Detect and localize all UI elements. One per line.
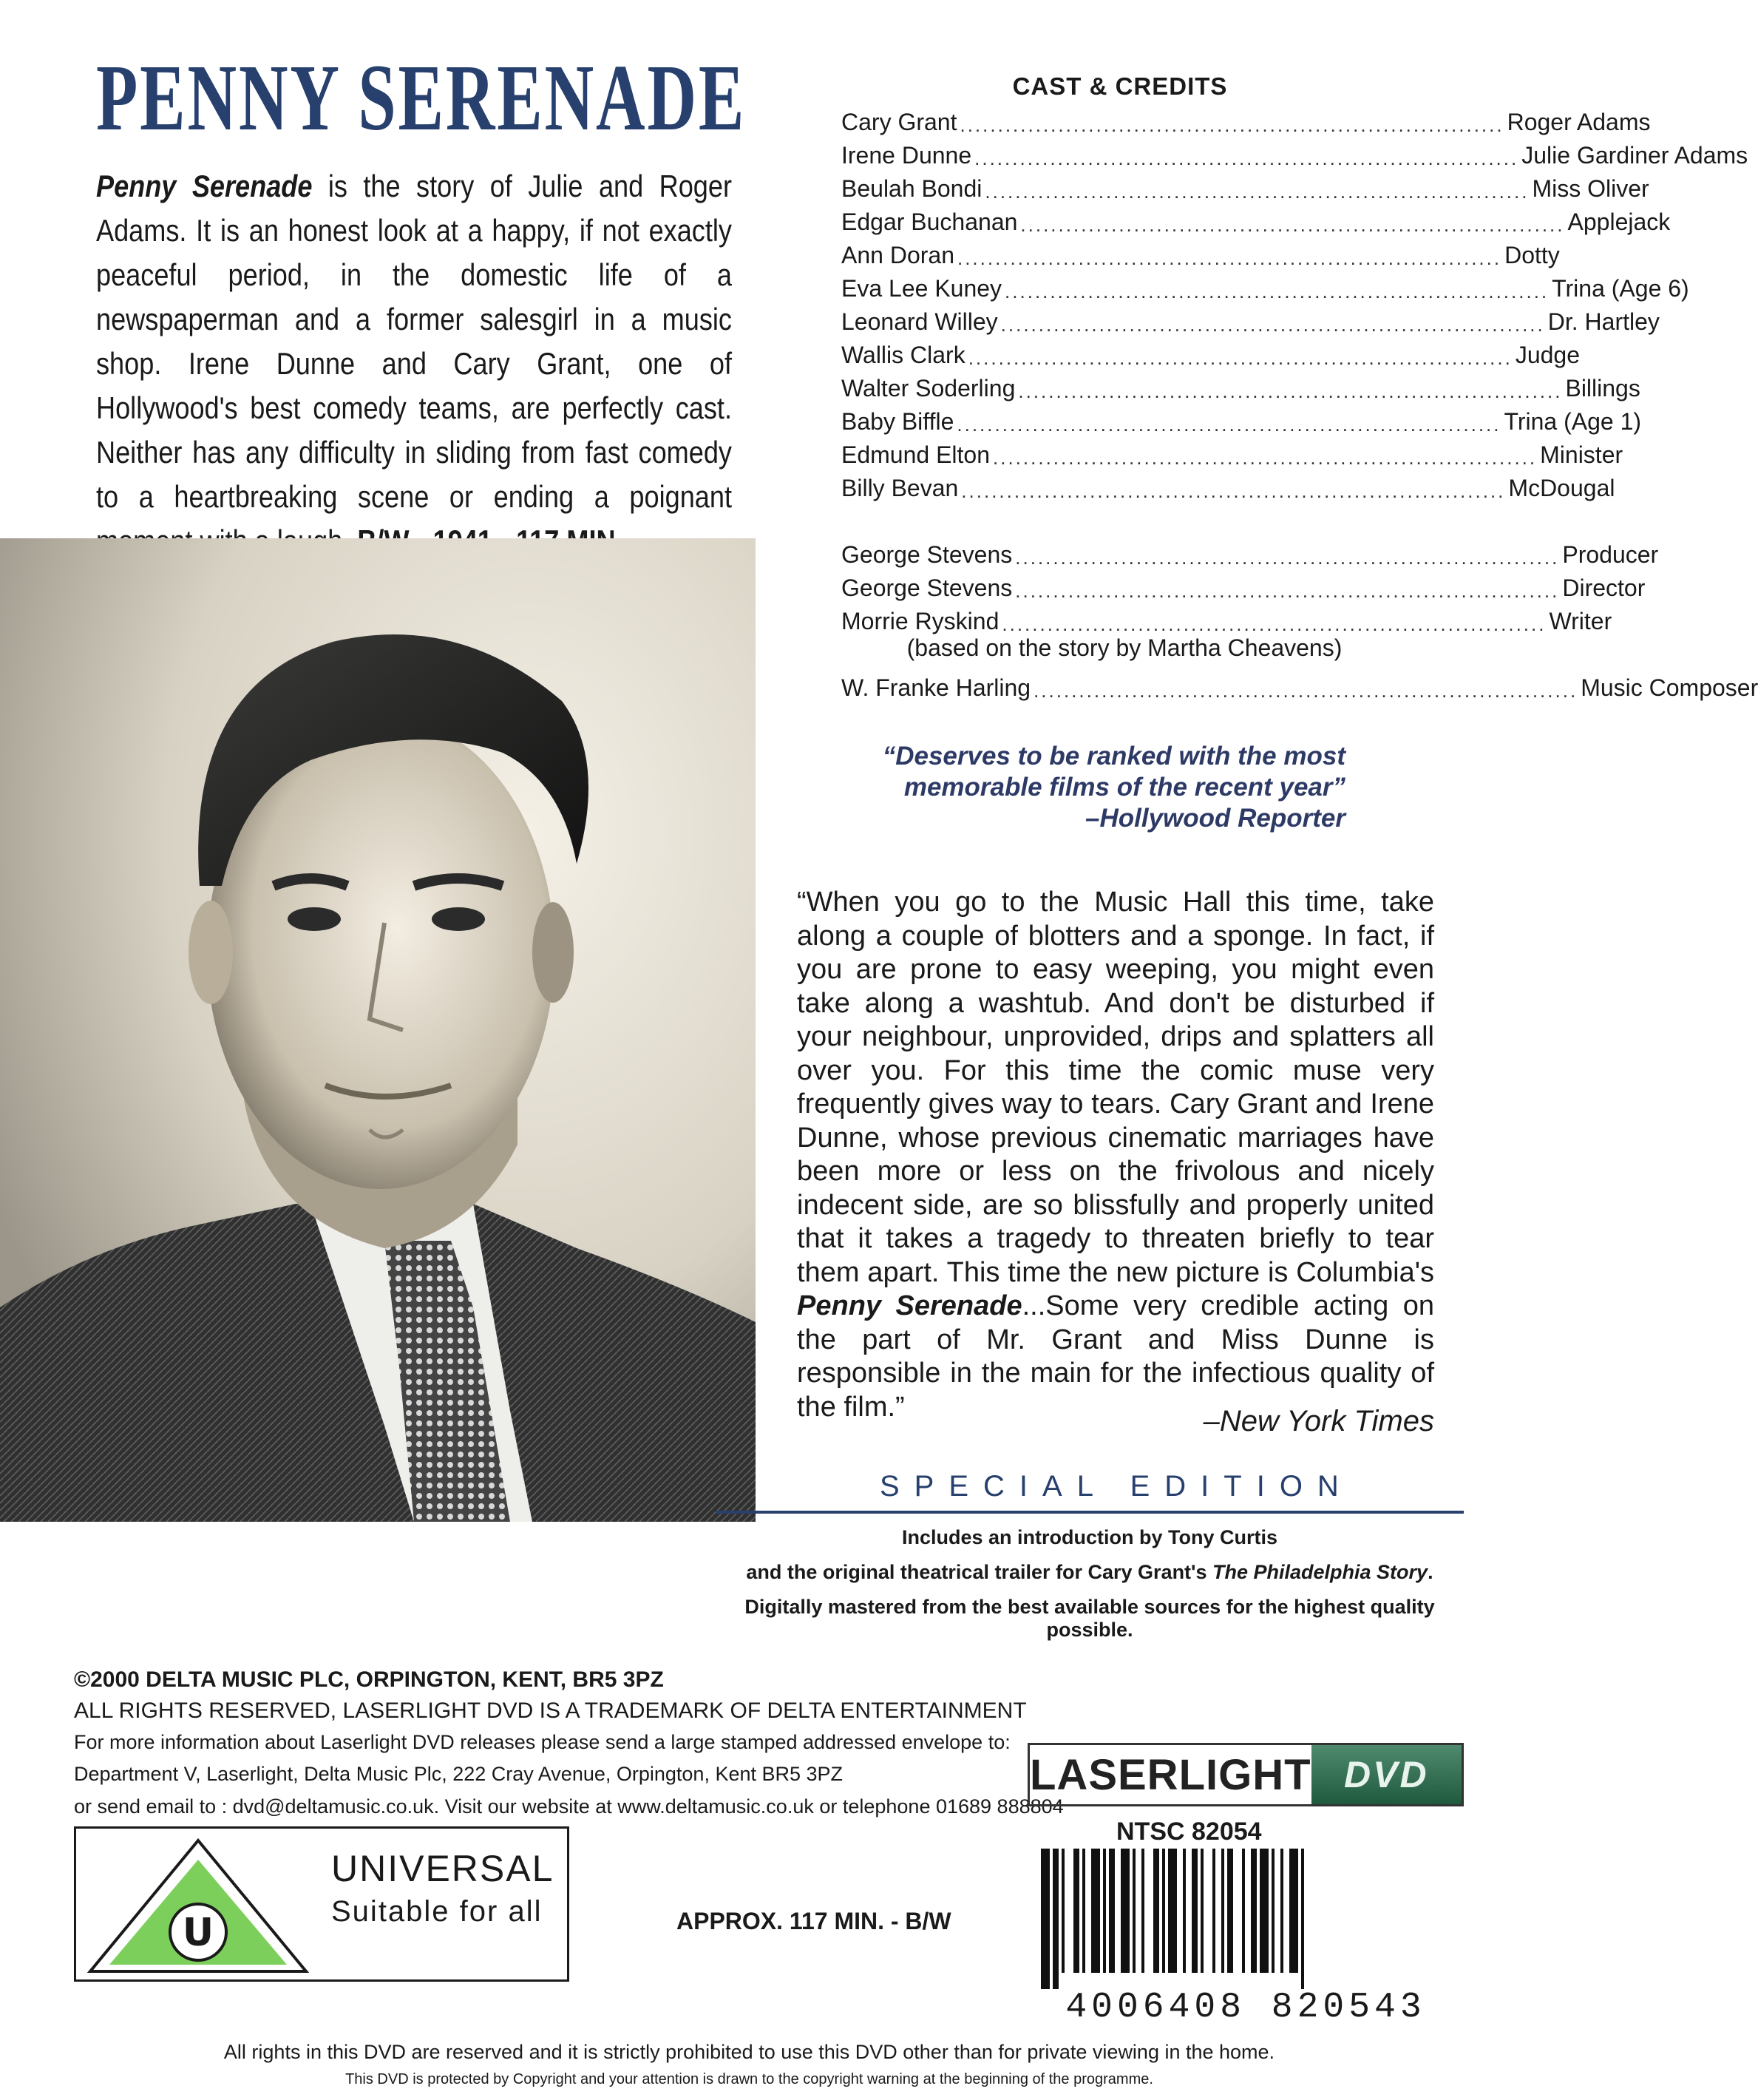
credit-role: Julie Gardiner Adams [1521,142,1748,169]
credit-name: Cary Grant [841,109,957,135]
special-edition-line: Includes an introduction by Tony Curtis [901,1526,1278,1548]
hollywood-reporter-quote [843,741,1345,834]
barcode-bar [1201,1849,1204,1973]
cover-title: PENNY SERENADE [96,45,747,150]
special-edition-heading: SPECIAL EDITION [880,1470,1354,1503]
dot-leader: ........................................................................ [957,413,1501,436]
credit-name: Beulah Bondi [841,175,982,202]
dot-leader: ........................................................................ [1015,580,1560,602]
credit-row [841,170,1649,203]
credit-row [841,270,1689,302]
footer-copyright-warning: This DVD is protected by Copyright and your attention is drawn to the copyright warning at the beginning of the programme. [345,2071,1153,2087]
dot-leader: ........................................................................ [1005,280,1550,302]
barcode-bar [1242,1849,1245,1973]
credit-name: Wallis Clark [841,342,965,368]
barcode-bar [1221,1849,1224,1973]
credit-row [841,203,1671,236]
barcode-bar [1280,1849,1283,1973]
credit-role: Writer [1549,608,1612,634]
credit-row [841,603,1612,635]
credit-name: George Stevens [841,541,1013,568]
barcode-bar [1121,1849,1130,1973]
barcode-bar [1109,1849,1115,1973]
quote-line: “Deserves to be ranked with the most [882,742,1345,770]
barcode-bar [1183,1849,1186,1973]
credit-row [841,669,1758,702]
credit-row [841,536,1659,569]
credit-role: Producer [1562,541,1659,568]
credit-role: Roger Adams [1507,109,1651,135]
credits-heading: CAST & CREDITS [1012,72,1228,100]
barcode-bar [1162,1849,1165,1973]
barcode-bar [1260,1849,1269,1973]
barcode [1028,1849,1464,1989]
dot-leader: ........................................................................ [1034,680,1578,702]
special-edition-title: The Philadelphia Story [1212,1561,1428,1583]
credit-role: Director [1562,575,1646,601]
barcode-bar [1073,1849,1079,1973]
barcode-bar [1053,1849,1059,1989]
barcode-bar [1153,1849,1159,1973]
rating-description: Suitable for all [331,1895,543,1928]
synopsis-paragraph [96,164,732,563]
barcode-bar [1301,1849,1304,1989]
rating-letter: U [182,1911,214,1955]
dot-leader: ........................................................................ [993,447,1538,469]
barcode-number: 4006408 820543 [1065,1988,1426,2028]
dot-leader: ........................................................................ [974,147,1519,169]
bbfc-u-icon [87,1838,309,1974]
dot-leader: ........................................................................ [960,114,1504,136]
dot-leader: ........................................................................ [968,347,1513,369]
dot-leader: ........................................................................ [961,480,1506,502]
barcode-bar [1272,1849,1275,1973]
credit-name: George Stevens [841,575,1013,601]
runtime: APPROX. 117 MIN. - B/W [676,1908,951,1934]
quote-line: memorable films of the recent year” [903,773,1345,802]
credit-name: Leonard Willey [841,308,998,335]
barcode-bar [1168,1849,1177,1973]
review-text: ...Some very credible acting on the part of Mr. Grant and Miss Dunne is responsible in the main for the infectious quality of the film.” [797,1290,1434,1423]
copyright-notice: ©2000 DELTA MUSIC PLC, ORPINGTON, KENT, BR5 3PZ [74,1667,664,1692]
credit-role: Applejack [1567,209,1671,235]
barcode-bar [1212,1849,1215,1973]
dot-leader: ........................................................................ [1020,214,1565,236]
logo-text: LASERLIGHT [1030,1750,1311,1799]
review-film-title: Penny Serenade [797,1290,1022,1321]
dot-leader: ........................................................................ [985,180,1530,203]
credit-role: Trina (Age 6) [1552,275,1689,302]
credit-name: Ann Doran [841,242,954,268]
credit-row [841,403,1642,436]
credit-row [841,104,1651,136]
credit-name: Eva Lee Kuney [841,275,1002,302]
dot-leader: ........................................................................ [957,247,1502,269]
footer-rights: All rights in this DVD are reserved and it is strictly prohibited to use this DVD other than for private viewing in the home. [223,2041,1275,2063]
barcode-bar [1141,1849,1144,1973]
legal-line: For more information about Laserlight DVD releases please send a large stamped addressed envelope to: [74,1731,1011,1753]
credit-row [841,370,1640,402]
credit-row [841,470,1615,502]
credit-row [841,336,1580,369]
dvd-logo: DVD [1311,1745,1462,1804]
legal-line: or send email to : dvd@deltamusic.co.uk. Visit our website at www.deltamusic.co.uk or telephone 01689 888804 [74,1795,1064,1818]
synopsis-film-title: Penny Serenade [96,169,313,203]
credit-name: Edgar Buchanan [841,209,1018,235]
credit-row [841,137,1748,169]
credit-name: Walter Soderling [841,375,1016,402]
barcode-bar [1289,1849,1298,1973]
credit-role: Dr. Hartley [1547,308,1660,335]
credit-role: Judge [1515,342,1580,368]
credit-role: Minister [1540,441,1623,468]
portrait-illustration [0,538,756,1522]
barcode-bar [1227,1849,1233,1973]
credit-name: W. Franke Harling [841,674,1031,701]
new-york-times-review [797,886,1434,1424]
barcode-bar [1041,1849,1050,1989]
barcode-bar [1103,1849,1106,1973]
barcode-bar [1091,1849,1100,1973]
credit-row [841,237,1560,269]
credit-row [841,569,1646,602]
dot-leader: ........................................................................ [1002,613,1547,635]
divider [716,1511,1464,1514]
special-edition-line [716,1561,1464,1584]
review-text: “When you go to the Music Hall this time, take along a couple of blotters and a sponge. In fact, if you are prone to easy weeping, you might even take along a washtub. And don't be disturbed if your neighbour, unprovided, drips and splatters all over you. For this time the comic muse very frequently gives way to tears. Cary Grant and Irene Dunne, whose previous cinematic marriages have been more or less on the frivolous and nicely indecent side, are so blissfully and properly united that it takes a tragedy to threaten briefly to tear them apart. This time the new picture is Columbia's [797,887,1434,1288]
quote-source: –Hollywood Reporter [1085,804,1345,833]
credit-role: McDougal [1508,475,1615,501]
review-source: –New York Times [1203,1405,1434,1437]
rating-name: UNIVERSAL [331,1848,554,1889]
barcode-bar [1082,1849,1085,1973]
barcode-bar [1192,1849,1198,1973]
dot-leader: ........................................................................ [1015,546,1560,569]
credit-name: Morrie Ryskind [841,608,1000,634]
special-edition-text: and the original theatrical trailer for Cary Grant's [746,1561,1212,1583]
barcode-bar [1133,1849,1136,1973]
credit-name: Edmund Elton [841,441,991,468]
credit-name: Baby Biffle [841,408,954,435]
credit-name: Irene Dunne [841,142,972,169]
credit-role: Miss Oliver [1532,175,1649,202]
portrait-photo [0,538,756,1522]
credit-role: Trina (Age 1) [1504,408,1642,435]
laserlight-logo [1028,1743,1464,1806]
special-edition-text: . [1428,1561,1433,1583]
dot-leader: ........................................................................ [1018,380,1563,402]
credit-role: Billings [1565,375,1640,402]
dot-leader: ........................................................................ [1000,314,1545,336]
legal-line: Department V, Laserlight, Delta Music Plc, 222 Cray Avenue, Orpington, Kent BR5 3PZ [74,1763,844,1785]
legal-line: ALL RIGHTS RESERVED, LASERLIGHT DVD IS A TRADEMARK OF DELTA ENTERTAINMENT [74,1698,1027,1723]
credit-name: Billy Bevan [841,475,959,501]
barcode-bar [1251,1849,1257,1973]
credit-role: Dotty [1504,242,1560,268]
special-edition-line: Digitally mastered from the best available sources for the highest quality possible. [744,1596,1435,1641]
catalog-number: NTSC 82054 [1116,1818,1262,1846]
credit-row [841,303,1660,336]
credit-role: Music Composer [1581,674,1758,701]
synopsis-text: is the story of Julie and Roger Adams. It is an honest look at a happy, if not exactly peaceful period, in the domestic life of a newspaperman and a former salesgirl in a music shop. Irene Dunne and Cary Grant, one of Hollywood's best comedy teams, are perfectly cast. Neither has any difficulty in sliding from fast comedy to a heartbreaking scene or ending a poignant [96,169,733,514]
story-note: (based on the story by Martha Cheavens) [906,634,1343,661]
barcode-bar [1062,1849,1065,1973]
credit-row [841,436,1623,469]
